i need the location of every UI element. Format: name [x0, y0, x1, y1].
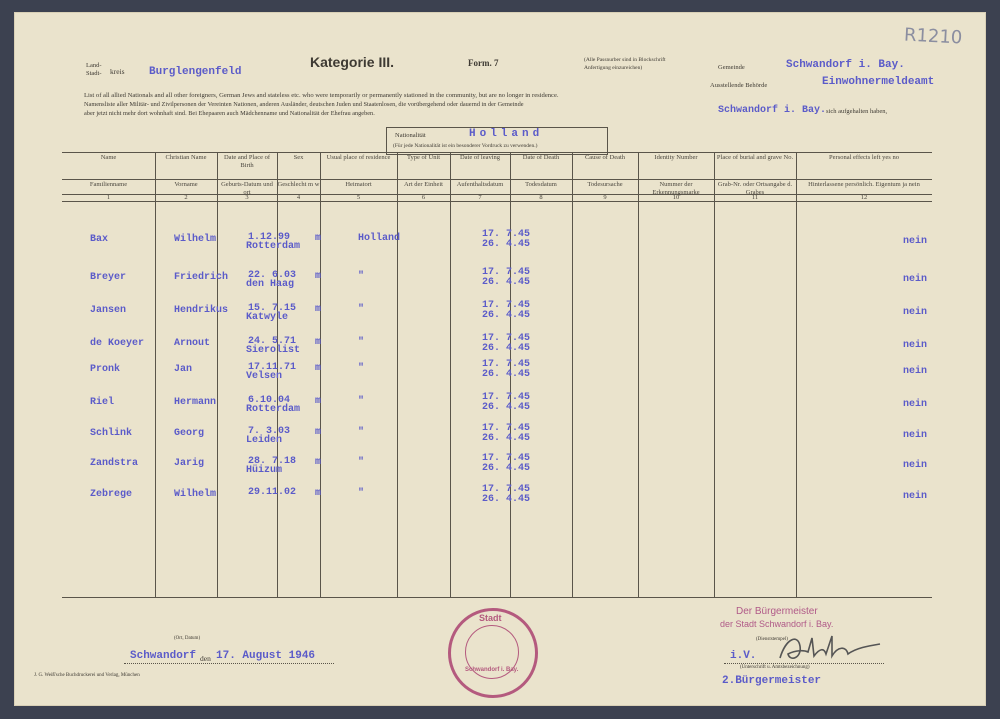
- row-stay-from: 17. 7.45: [482, 333, 531, 344]
- date-line: [124, 663, 334, 664]
- column-header-de: Geburts-Datum und ort: [221, 181, 273, 196]
- column-number: 9: [603, 194, 607, 201]
- row-effects-no: nein: [903, 430, 928, 441]
- column-header-de: Familienname: [89, 181, 128, 188]
- row-family-name: Zandstra: [90, 458, 139, 469]
- seal-text-top: Stadt: [479, 613, 502, 623]
- row-effects-no: nein: [903, 491, 928, 502]
- row-family-name: Pronk: [90, 364, 121, 375]
- row-birth-place: Hüizum: [246, 465, 283, 476]
- row-birth-place: Rotterdam: [246, 404, 301, 415]
- column-divider: [638, 152, 639, 597]
- column-number: 1: [106, 194, 111, 201]
- column-header-de: Nummer der Erkennungsmarke: [652, 181, 700, 196]
- intro-english: List of all allied Nationals and all other foreigners, German Jews and stateless etc. who were temporarily or permanently stationed in the community, but are no longer in residence.: [84, 92, 559, 99]
- row-first-name: Hermann: [174, 397, 217, 408]
- reference-mark: R1210: [903, 24, 963, 49]
- row-family-name: Jansen: [90, 305, 127, 316]
- column-header-en: Date of Death: [522, 154, 560, 161]
- column-header-en: Type of Unit: [406, 154, 441, 161]
- column-divider: [155, 152, 156, 597]
- row-residence: Holland: [358, 233, 401, 244]
- gemeinde-value: Schwandorf i. Bay.: [786, 59, 905, 71]
- row-effects-no: nein: [903, 460, 928, 471]
- row-sex: m: [315, 304, 322, 315]
- gemeinde-label: Gemeinde: [718, 64, 745, 71]
- row-stay-from: 17. 7.45: [482, 229, 531, 240]
- row-birth-place: Katwyle: [246, 312, 289, 323]
- row-first-name: Wilhelm: [174, 489, 217, 500]
- row-sex: m: [315, 233, 322, 244]
- behoerde-label: Ausstellende Behörde: [710, 82, 768, 89]
- row-sex: m: [315, 396, 322, 407]
- register-table: [62, 152, 932, 597]
- row-birth-date: 17.11.71: [248, 362, 297, 373]
- intro-german-3: aber jetzt nicht mehr dort wohnhaft sind. Bei Ehepaaren auch Mädchenname und Nationalität der Ehefrau angeben.: [84, 110, 375, 117]
- row-sex: m: [315, 363, 322, 374]
- row-residence: ": [358, 271, 365, 282]
- place-value: Schwandorf: [130, 650, 197, 662]
- row-birth-place: Sierolist: [246, 345, 301, 356]
- printer-imprint: J. G. Weiß'sche Buchdruckerei und Verlag, München: [34, 673, 140, 678]
- column-number: 2: [184, 194, 188, 201]
- row-effects-no: nein: [903, 399, 928, 410]
- row-family-name: Riel: [90, 397, 115, 408]
- table-rule: [62, 152, 932, 153]
- column-number: 7: [478, 194, 482, 201]
- row-birth-date: 6.10.04: [248, 395, 291, 406]
- nationality-value: Holland: [469, 128, 544, 140]
- document-sheet: [14, 12, 986, 706]
- column-header-de: Art der Einheit: [404, 181, 443, 188]
- row-birth-date: 28. 7.18: [248, 456, 297, 467]
- column-header-de: Todesursache: [587, 181, 623, 188]
- column-header-de: Vorname: [174, 181, 198, 188]
- official-title: 2.Bürgermeister: [722, 675, 822, 687]
- table-rule: [62, 597, 932, 598]
- column-number: 3: [245, 194, 249, 201]
- row-family-name: Bax: [90, 234, 109, 245]
- place-label: (Ort, Datum): [174, 636, 201, 641]
- row-first-name: Friedrich: [174, 272, 229, 283]
- intro-german-1: Namensliste aller Militär- und Zivilpersonen der Vereinten Nationen, anderen Ausländer, deutschen Juden und Staatenlosen, die vorübergehend oder dauernd in der Gemeinde: [84, 101, 524, 108]
- column-divider: [397, 152, 398, 597]
- row-effects-no: nein: [903, 307, 928, 318]
- row-birth-place: den Haag: [246, 279, 295, 290]
- stadt-label: Stadt-: [86, 70, 102, 77]
- signature-label: (Unterschrift u. Amtsbezeichnung): [740, 665, 810, 670]
- row-first-name: Hendrikus: [174, 305, 229, 316]
- row-stay-from: 17. 7.45: [482, 267, 531, 278]
- handwritten-signature: [776, 628, 896, 668]
- instruction-2: Anfertigung einzureichen): [584, 65, 643, 71]
- row-residence: ": [358, 337, 365, 348]
- row-residence: ": [358, 363, 365, 374]
- row-residence: ": [358, 396, 365, 407]
- column-number: 6: [421, 194, 426, 201]
- column-header-en: Personal effects left yes no: [829, 154, 899, 161]
- instruction-1: (Alle Passnurber sind in Blockschrift: [584, 57, 666, 63]
- land-label: Land-: [86, 62, 102, 69]
- row-sex: m: [315, 457, 322, 468]
- column-header-en: Christian Name: [165, 154, 207, 161]
- row-family-name: Breyer: [90, 272, 127, 283]
- column-header-en: Date of leaving: [459, 154, 501, 161]
- column-divider: [572, 152, 573, 597]
- column-header-de: Geschlecht m w: [277, 181, 320, 188]
- row-sex: m: [315, 337, 322, 348]
- row-first-name: Jarig: [174, 458, 205, 469]
- row-stay-from: 17. 7.45: [482, 359, 531, 370]
- column-header-en: Cause of Death: [584, 154, 626, 161]
- row-effects-no: nein: [903, 236, 928, 247]
- form-number: Form. 7: [468, 58, 499, 68]
- row-birth-date: 22. 6.03: [248, 270, 297, 281]
- iv-label: i.V.: [730, 650, 757, 662]
- row-family-name: de Koeyer: [90, 338, 145, 349]
- column-number: 4: [296, 194, 301, 201]
- mayor-stamp-line-2: der Stadt Schwandorf i. Bay.: [720, 619, 834, 629]
- kreis-value: Burglengenfeld: [149, 66, 242, 78]
- column-header-en: Place of burial and grave No.: [716, 154, 794, 161]
- row-stay-from: 17. 7.45: [482, 423, 531, 434]
- column-number: 11: [751, 194, 759, 201]
- row-residence: ": [358, 304, 365, 315]
- row-birth-place: Velsen: [246, 371, 283, 382]
- column-header-en: Date and Place of Birth: [223, 154, 271, 169]
- intro-gemeinde: Schwandorf i. Bay.: [718, 105, 827, 116]
- row-birth-place: Leiden: [246, 435, 283, 446]
- stempel-label: (Dienststempel): [756, 637, 788, 642]
- row-sex: m: [315, 488, 322, 499]
- row-first-name: Georg: [174, 428, 205, 439]
- row-first-name: Wilhelm: [174, 234, 217, 245]
- column-divider: [450, 152, 451, 597]
- row-family-name: Zebrege: [90, 489, 133, 500]
- column-number: 12: [860, 194, 868, 201]
- column-divider: [217, 152, 218, 597]
- row-birth-date: 15. 7.15: [248, 303, 297, 314]
- row-residence: ": [358, 457, 365, 468]
- row-stay-from: 17. 7.45: [482, 300, 531, 311]
- table-rule: [62, 179, 932, 180]
- column-number: 10: [672, 194, 680, 201]
- row-sex: m: [315, 427, 322, 438]
- nationality-box: [386, 127, 608, 155]
- row-sex: m: [315, 271, 322, 282]
- kreis-label: kreis: [110, 67, 125, 76]
- row-birth-date: 7. 3.03: [248, 426, 291, 437]
- row-stay-to: 26. 4.45: [482, 494, 531, 505]
- row-residence: ": [358, 427, 365, 438]
- column-divider: [320, 152, 321, 597]
- column-number: 8: [539, 194, 543, 201]
- intro-german-2: sich aufgehalten haben,: [826, 108, 888, 115]
- row-birth-date: 24. 5.71: [248, 336, 297, 347]
- nationality-label: Nationalität: [395, 132, 426, 139]
- row-birth-place: Rotterdam: [246, 241, 301, 252]
- date-value: 17. August 1946: [216, 650, 316, 662]
- column-divider: [796, 152, 797, 597]
- column-number: 5: [356, 194, 361, 201]
- row-birth-date: 29.11.02: [248, 487, 297, 498]
- row-residence: ": [358, 488, 365, 499]
- column-header-en: Name: [100, 154, 117, 161]
- row-family-name: Schlink: [90, 428, 133, 439]
- column-header-de: Heimatort: [345, 181, 372, 188]
- row-stay-to: 26. 4.45: [482, 239, 531, 250]
- row-birth-date: 1.12.99: [248, 232, 291, 243]
- row-stay-from: 17. 7.45: [482, 453, 531, 464]
- row-effects-no: nein: [903, 366, 928, 377]
- row-stay-from: 17. 7.45: [482, 484, 531, 495]
- column-header-de: Todesdatum: [525, 181, 557, 188]
- row-effects-no: nein: [903, 274, 928, 285]
- column-header-de: Aufenthaltsdatum: [456, 181, 504, 188]
- column-header-en: Identity Number: [654, 154, 698, 161]
- row-stay-to: 26. 4.45: [482, 343, 531, 354]
- row-stay-to: 26. 4.45: [482, 310, 531, 321]
- column-header-de: Grab-Nr. oder Ortsangabe d. Grabes: [717, 181, 793, 196]
- row-stay-to: 26. 4.45: [482, 277, 531, 288]
- row-stay-to: 26. 4.45: [482, 463, 531, 474]
- mayor-stamp-line-1: Der Bürgermeister: [736, 606, 818, 617]
- row-first-name: Arnout: [174, 338, 211, 349]
- behoerde-value: Einwohnermeldeamt: [822, 76, 935, 88]
- seal-text-bottom: Schwandorf i. Bay.: [465, 667, 519, 673]
- row-stay-to: 26. 4.45: [482, 402, 531, 413]
- form-title: Kategorie III.: [310, 54, 395, 70]
- column-divider: [714, 152, 715, 597]
- den-label: den: [200, 654, 211, 663]
- round-city-seal: [448, 608, 538, 698]
- row-stay-to: 26. 4.45: [482, 369, 531, 380]
- nationality-note: (Für jede Nationalität ist ein besonderer Vordruck zu verwenden.): [393, 143, 538, 149]
- row-first-name: Jan: [174, 364, 193, 375]
- row-stay-to: 26. 4.45: [482, 433, 531, 444]
- row-stay-from: 17. 7.45: [482, 392, 531, 403]
- column-header-en: Usual place of residence: [326, 154, 391, 161]
- column-header-en: Sex: [293, 154, 304, 161]
- row-effects-no: nein: [903, 340, 928, 351]
- column-header-de: Hinterlassene persönlich. Eigentum ja nein: [808, 181, 920, 188]
